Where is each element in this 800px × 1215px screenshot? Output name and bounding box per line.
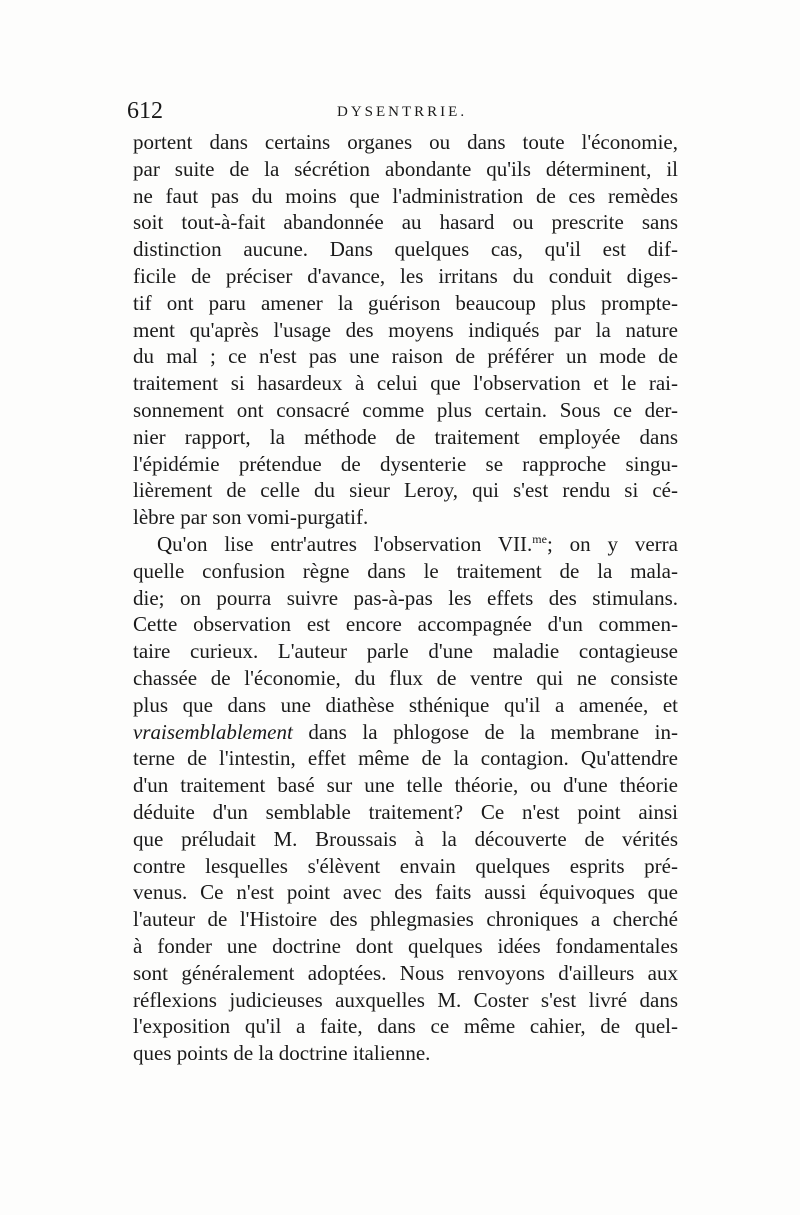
text-line: à fonder une doctrine dont quelques idées fondamentales	[133, 933, 678, 958]
text-line: plus que dans une diathèse sthénique qu'il a amenée, et	[133, 692, 678, 717]
text-fragment: dans la phlogose de la membrane in-	[292, 719, 678, 744]
text-line: réflexions judicieuses auxquelles M. Coster s'est livré dans	[133, 987, 678, 1012]
text-line-italic	[133, 719, 678, 746]
text-line: ficile de préciser d'avance, les irritans du conduit diges-	[133, 263, 678, 288]
text-line: d'un traitement basé sur une telle théorie, ou d'une théorie	[133, 773, 678, 798]
italic-word: vraisemblablement	[133, 719, 293, 744]
text-line: lèbre par son vomi-purgatif.	[133, 505, 369, 530]
text-line: tif ont paru amener la guérison beaucoup plus prompte-	[133, 290, 678, 315]
text-line: traitement si hasardeux à celui que l'observation et le rai-	[133, 371, 678, 396]
body-text	[133, 129, 678, 1067]
text-line: chassée de l'économie, du flux de ventre qui ne consiste	[133, 665, 678, 690]
text-line: distinction aucune. Dans quelques cas, qu'il est dif-	[133, 237, 678, 262]
text-line: par suite de la sécrétion abondante qu'ils déterminent, il	[133, 156, 678, 181]
text-line: soit tout-à-fait abandonnée au hasard ou prescrite sans	[133, 210, 678, 235]
text-line: ment qu'après l'usage des moyens indiqués par la nature	[133, 317, 678, 342]
text-line: terne de l'intestin, effet même de la contagion. Qu'attendre	[133, 746, 678, 771]
running-head	[127, 98, 687, 124]
text-line: die; on pourra suivre pas-à-pas les effets des stimulans.	[133, 585, 678, 610]
text-line: que préludait M. Broussais à la découverte de vérités	[133, 826, 678, 851]
text-fragment: Qu'on lise entr'autres l'observation VII.	[157, 531, 533, 556]
text-fragment: ; on y verra	[546, 531, 678, 556]
running-title: DYSENTRRIE.	[337, 104, 468, 120]
text-line: nier rapport, la méthode de traitement employée dans	[133, 424, 678, 449]
superscript: me	[532, 531, 547, 546]
text-line: l'exposition qu'il a faite, dans ce même cahier, de quel-	[133, 1014, 678, 1039]
text-line: déduite d'un semblable traitement? Ce n'est point ainsi	[133, 799, 678, 824]
text-line: du mal ; ce n'est pas une raison de préférer un mode de	[133, 344, 678, 369]
page-number: 612	[127, 98, 163, 124]
text-line: taire curieux. L'auteur parle d'une maladie contagieuse	[133, 639, 678, 664]
text-line: l'auteur de l'Histoire des phlegmasies chroniques a cherché	[133, 907, 678, 932]
text-line: ques points de la doctrine italienne.	[133, 1041, 431, 1066]
text-line-observation	[133, 531, 678, 558]
text-line: contre lesquelles s'élèvent envain quelques esprits pré-	[133, 853, 678, 878]
text-line: l'épidémie prétendue de dysenterie se rapproche singu-	[133, 451, 678, 476]
text-line: sonnement ont consacré comme plus certain. Sous ce der-	[133, 397, 678, 422]
text-line: sont généralement adoptées. Nous renvoyons d'ailleurs aux	[133, 960, 678, 985]
text-line: Cette observation est encore accompagnée d'un commen-	[133, 612, 678, 637]
text-line: quelle confusion règne dans le traitement de la mala-	[133, 558, 678, 583]
text-line: lièrement de celle du sieur Leroy, qui s'est rendu si cé-	[133, 478, 678, 503]
text-line: ne faut pas du moins que l'administration de ces remèdes	[133, 183, 678, 208]
text-line: venus. Ce n'est point avec des faits aussi équivoques que	[133, 880, 678, 905]
text-line: portent dans certains organes ou dans toute l'économie,	[133, 130, 678, 154]
